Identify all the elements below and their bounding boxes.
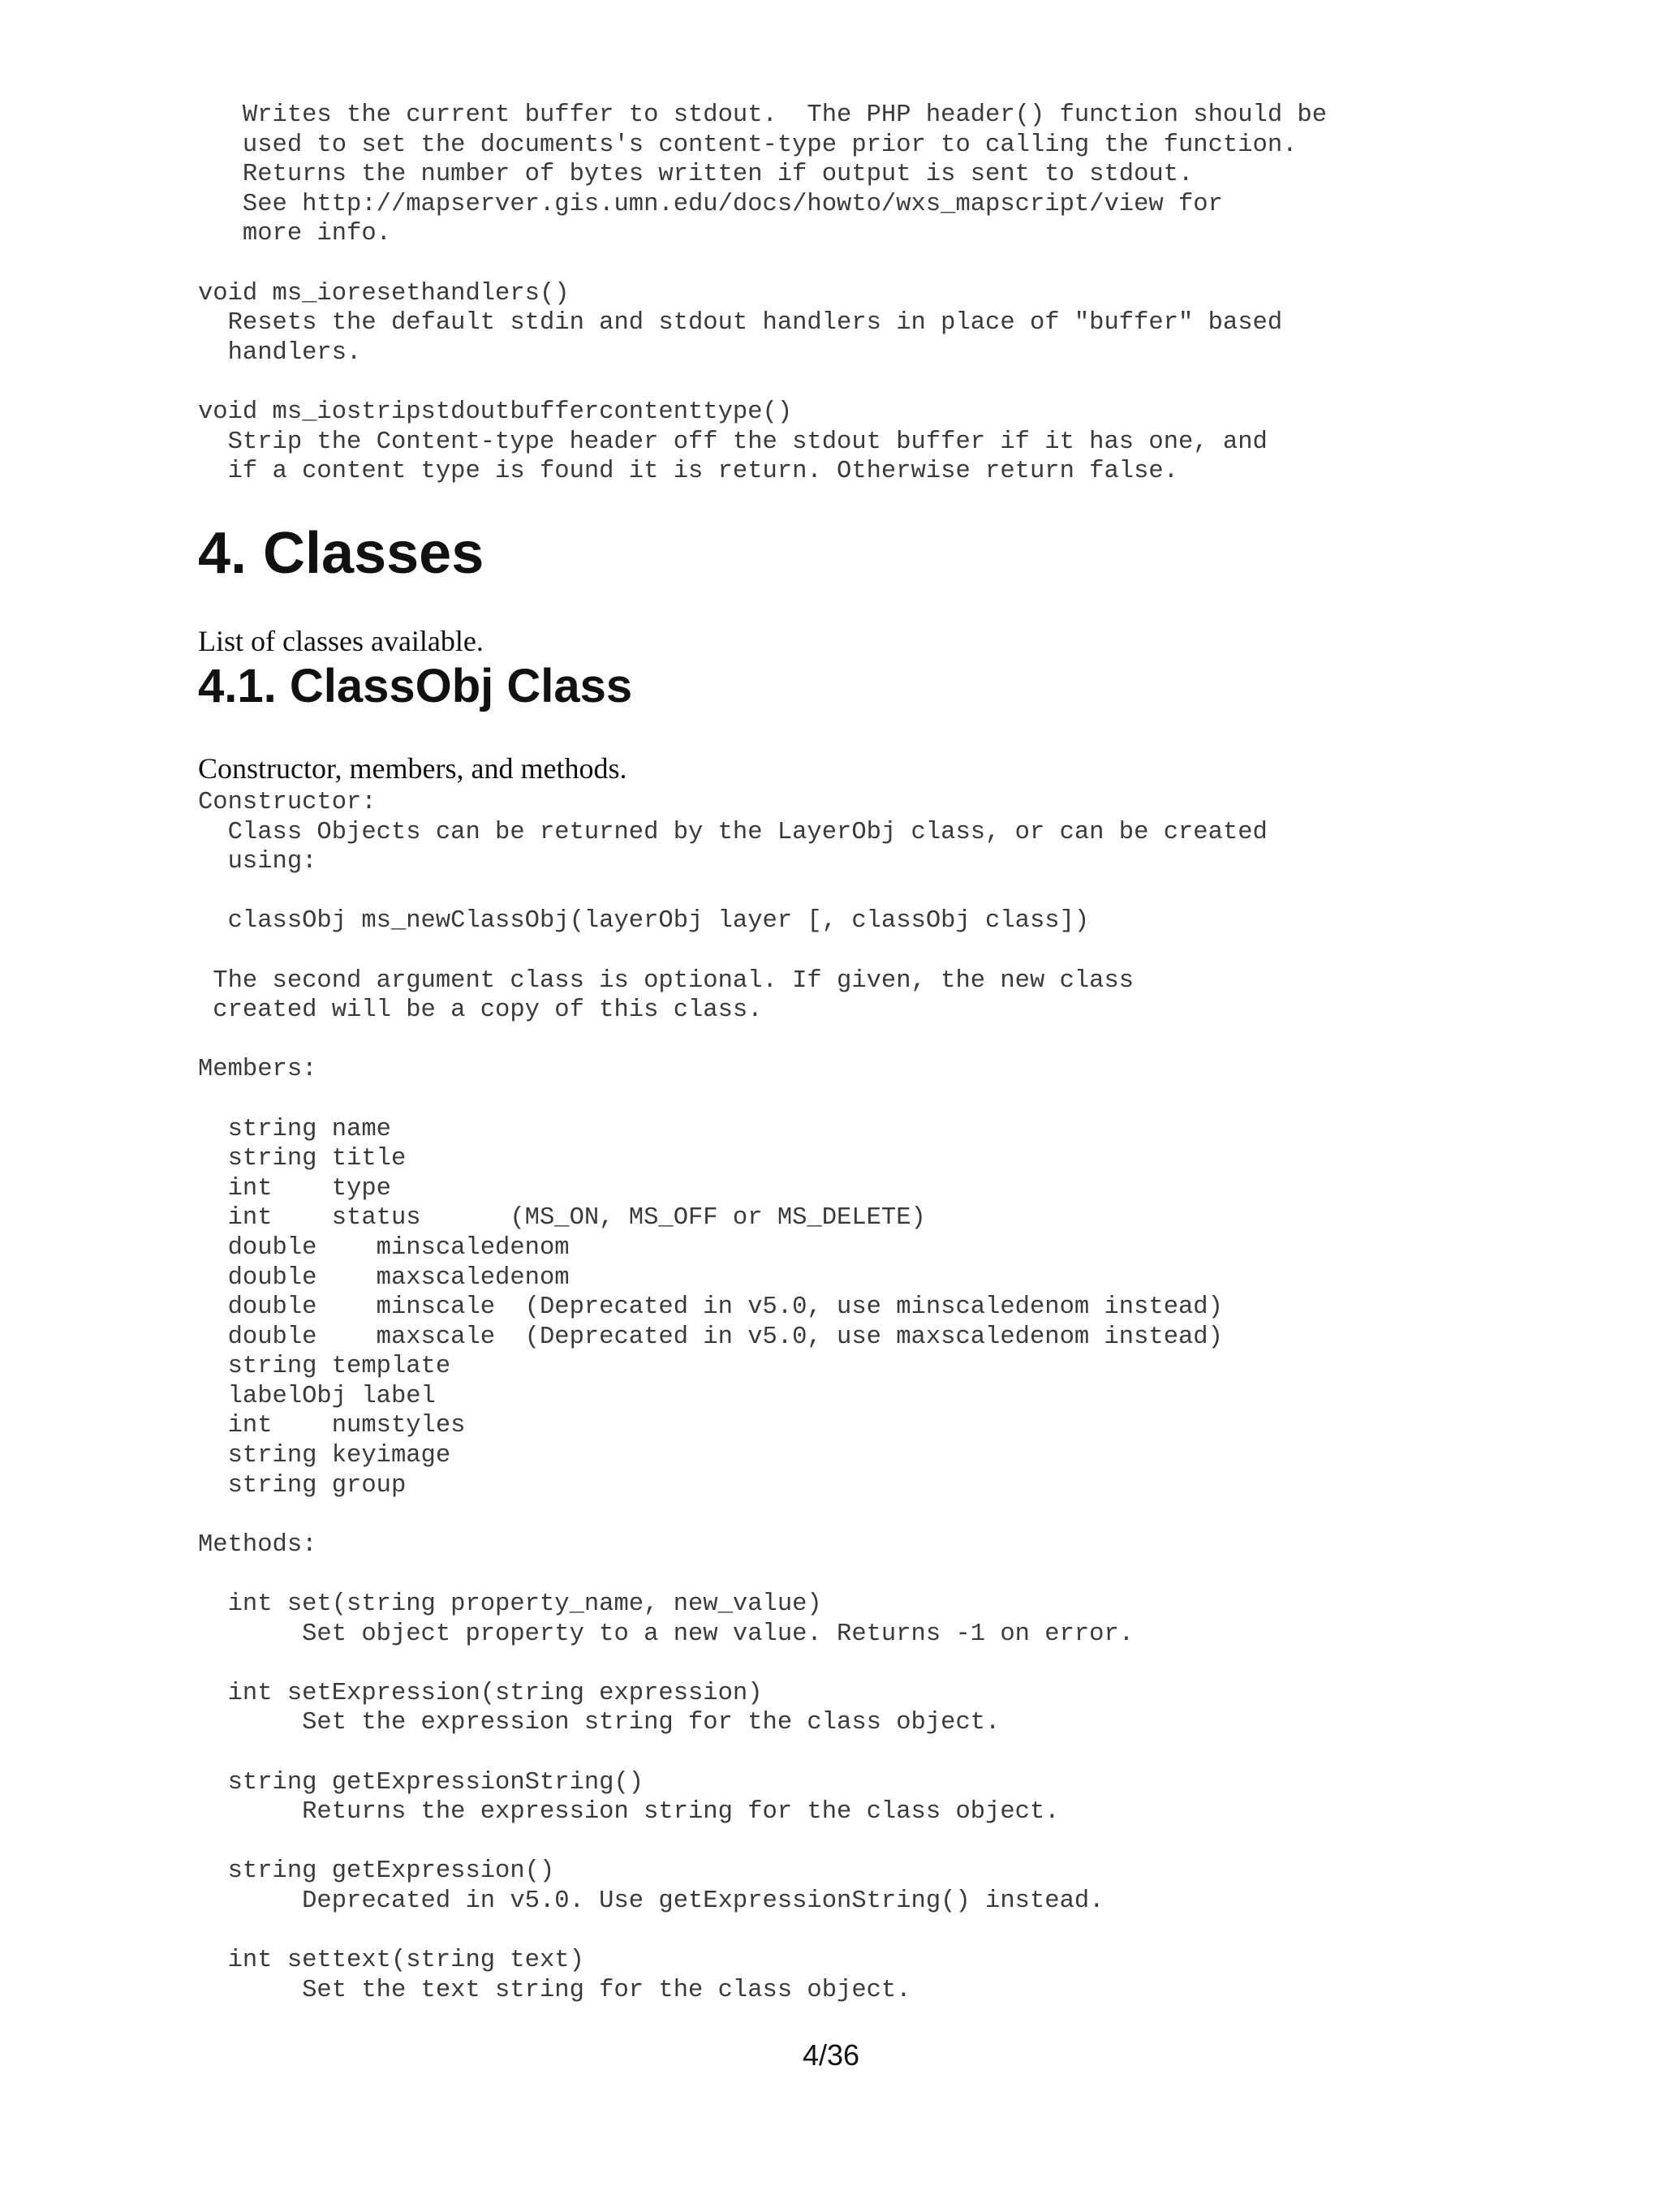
subsection-heading-classobj: 4.1. ClassObj Class: [198, 660, 633, 712]
page-number: 4/36: [802, 2038, 860, 2072]
io-functions-code-listing: Writes the current buffer to stdout. The PHP header() function should be used to set the documents's content-type prior to calling the function. Returns the number of bytes written if output is sent to stdout. See http://mapserver.gis.umn.edu/docs/howto/wxs_mapscript/view for more info. void ms_ioresethandlers() Resets the default stdin and stdout handlers in place of "buffer" based handlers. void ms_iostripstdoutbuffercontenttype() Strip the Content-type header off the stdout buffer if it has one, and if a content type is found it is return. Otherwise return false.: [198, 101, 1328, 486]
classobj-code-listing: Constructor: Class Objects can be returned by the LayerObj class, or can be created using: classObj ms_newClassObj(layerObj layer [, classObj class]) The second argument class is optional. If given, the new class created will be a copy of this class. Members: string name string title int type int status (MS_ON, MS_OFF or MS_DELETE) double minscaledenom double maxscaledenom double minscale (Deprecated in v5.0, use minscaledenom instead) double maxscale (Deprecated in v5.0, use maxscaledenom instead) string template labelObj label int numstyles string keyimage string group Methods: int set(string property_name, new_value) Set object property to a new value. Returns -1 on error. int setExpression(string expression) Set the expression string for the class object. string getExpressionString() Returns the expression string for the class object. string getExpression() Deprecated in v5.0. Use getExpressionString() instead. int settext(string text) Set the text string for the class object.: [198, 789, 1268, 2004]
classes-intro-text: List of classes available.: [198, 625, 484, 657]
classobj-intro-text: Constructor, members, and methods.: [198, 752, 627, 785]
section-heading-classes: 4. Classes: [198, 521, 484, 586]
